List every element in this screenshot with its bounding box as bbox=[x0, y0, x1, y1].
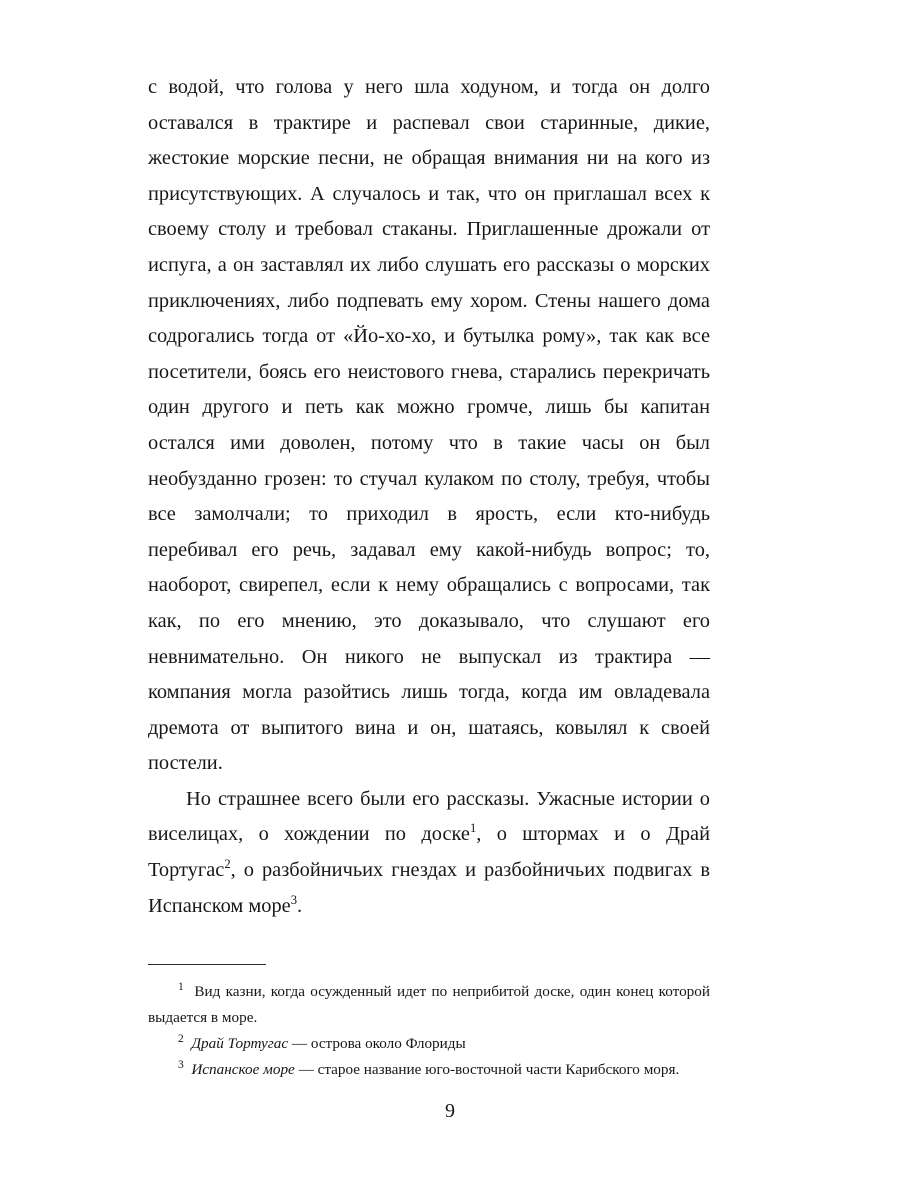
footnote-marker-2: 2 bbox=[178, 1033, 184, 1046]
footnote-text-1: Вид казни, когда осужденный идет по неприбитой доске, один конец которой выдается в море. bbox=[148, 983, 710, 1027]
paragraph-continued: с водой, что голова у него шла ходуном, и тогда он долго оставался в трактире и распевал свои старинные, дикие, жестокие морские песни, не обращая внимания ни на кого из присутствующих. А случалось и так, что он приглашал всех к своему столу и требовал стаканы. Приглашенные дрожали от испуга, а он заставлял их либо слушать его рассказы о морских приключениях, либо подпевать ему хором. Стены нашего дома содрогались тогда от «Йо-хо-хо, и бутылка рому», так как все посетители, боясь его неистового гнева, старались перекричать один другого и петь как можно громче, лишь бы капитан остался ими доволен, потому что в такие часы он был необузданно грозен: то стучал кулаком по столу, требуя, чтобы все замолчали; то приходил в ярость, если кто-нибудь перебивал его речь, задавал ему какой-нибудь вопрос; то, наоборот, свирепел, если к нему обращались с вопросами, так как, по его мнению, это доказывало, что слушают его невнимательно. Он никого не выпускал из трактира — компания могла разойтись лишь тогда, когда им овладевала дремота от выпитого вина и он, шатаясь, ковылял к своей постели. bbox=[148, 76, 710, 775]
footnote-ref-2[interactable]: 2 bbox=[224, 857, 231, 872]
footnote-ref-1[interactable]: 1 bbox=[469, 821, 477, 836]
footnote-separator-rule bbox=[148, 964, 266, 965]
footnote-term-3: Испанское море bbox=[191, 1061, 295, 1079]
footnote-ref-3[interactable]: 3 bbox=[290, 892, 298, 907]
paragraph-text-part-4: . bbox=[297, 894, 303, 917]
paragraph-with-footnote-refs bbox=[148, 782, 710, 924]
paragraph-text-part-1: Но страшнее всего были его рассказы. Ужасные истории о виселицах, о хождении по доске bbox=[148, 787, 710, 846]
footnotes-block bbox=[148, 979, 710, 1083]
page-number: 9 bbox=[445, 1100, 455, 1122]
footnote-text-3: — старое название юго-восточной части Карибского моря. bbox=[294, 1061, 680, 1079]
footnote-marker-1: 1 bbox=[178, 981, 184, 994]
footnote-term-2: Драй Тортугас bbox=[191, 1035, 289, 1053]
footnote-marker-3: 3 bbox=[178, 1059, 184, 1072]
paragraph-text-part-3: , о разбойничьих гнездах и разбойничьих подвигах в Испанском море bbox=[148, 859, 710, 917]
footnote-item bbox=[148, 1057, 710, 1083]
main-text-block bbox=[148, 70, 710, 924]
footnote-item bbox=[148, 979, 710, 1031]
footnote-text-2: — острова около Флориды bbox=[288, 1035, 466, 1053]
footnote-item bbox=[148, 1031, 710, 1057]
paragraph-text-part-2: , о штормах и о Драй Тортугас bbox=[148, 823, 711, 882]
